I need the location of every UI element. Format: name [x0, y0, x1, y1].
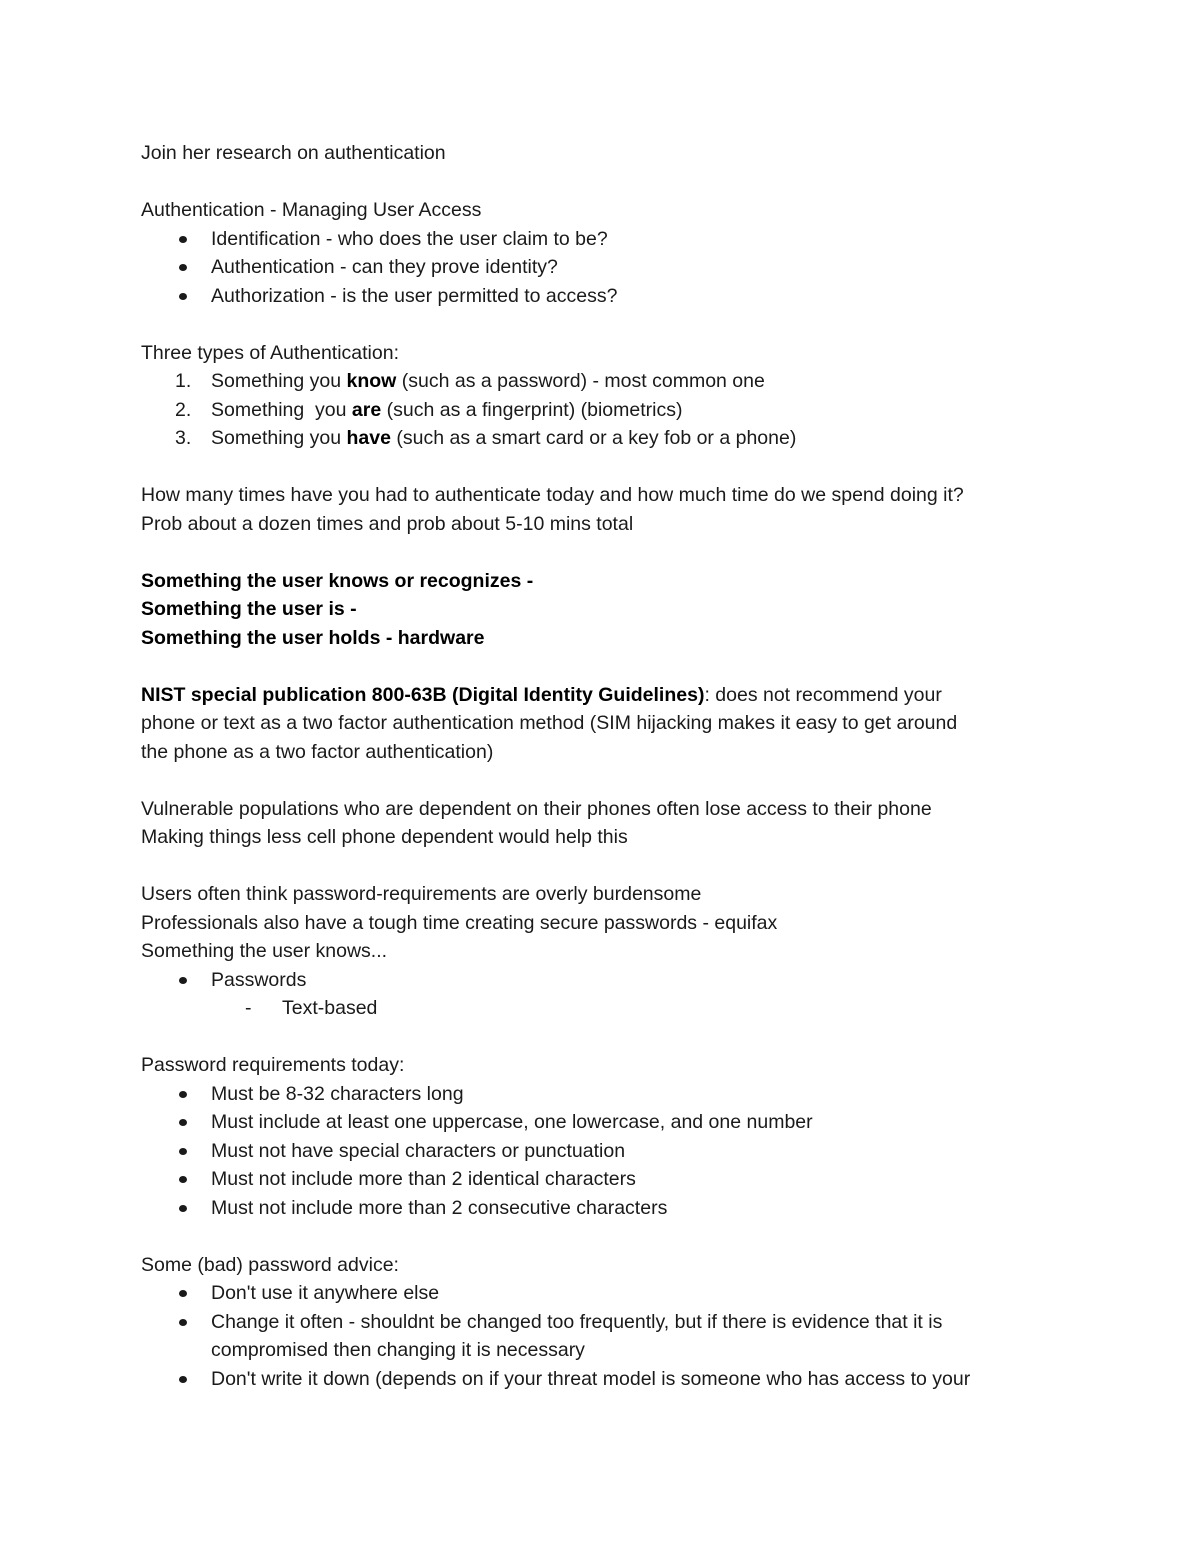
question-line: How many times have you had to authenticate today and how much time do we spend doing it? [141, 484, 964, 506]
list-item-text: Must include at least one uppercase, one lowercase, and one number [211, 1111, 813, 1133]
list-item-text-continued: compromised then changing it is necessary [211, 1339, 585, 1361]
list-item-text: Authentication - can they prove identity? [211, 256, 558, 278]
paragraph-line: Making things less cell phone dependent would help this [141, 826, 628, 848]
list-item-text: Passwords [211, 968, 307, 991]
list-number: 1. [175, 370, 192, 392]
sub-list-item [141, 994, 1081, 1023]
item-bold: have [346, 427, 391, 449]
list-item [141, 282, 1081, 311]
item-pre: Something you [211, 370, 347, 392]
list-item-text: Identification - who does the user claim to be? [211, 227, 608, 250]
list-item [141, 1279, 1081, 1308]
paragraph-line: Professionals also have a tough time creating secure passwords - equifax [141, 911, 778, 934]
bullet-icon [179, 293, 187, 300]
list-item [141, 966, 1081, 995]
list-item-text: Must be 8-32 characters long [211, 1082, 464, 1105]
nist-line [141, 681, 1081, 710]
list-item [141, 1108, 1081, 1137]
list-item [141, 1080, 1081, 1109]
list-item-text: Change it often - shouldnt be changed too frequently, but if there is evidence that it is [211, 1310, 943, 1333]
section-heading-three-types: Three types of Authentication: [141, 341, 399, 364]
paragraph-line: Users often think password-requirements are overly burdensome [141, 883, 702, 905]
dash-icon: - [245, 997, 252, 1019]
nist-title: NIST special publication 800-63B (Digital Identity Guidelines) [141, 683, 705, 706]
item-bold: know [346, 370, 397, 392]
paragraph-line: Something the user knows... [141, 940, 388, 962]
bold-line: Something the user is - [141, 598, 357, 620]
intro-line: Join her research on authentication [141, 142, 446, 164]
list-item-text: Must not have special characters or punctuation [211, 1139, 626, 1162]
answer-line: Prob about a dozen times and prob about 5-10 mins total [141, 512, 634, 535]
bullet-icon [179, 977, 187, 984]
list-item [141, 1194, 1081, 1223]
paragraph-line: Vulnerable populations who are dependent on their phones often lose access to their phone [141, 797, 932, 820]
nist-line: the phone as a two factor authentication) [141, 740, 494, 763]
item-pre: Something you [211, 427, 347, 449]
list-item-text: Must not include more than 2 consecutive characters [211, 1196, 668, 1219]
numbered-item [141, 396, 1081, 425]
bullet-icon [179, 1119, 187, 1126]
item-post: (such as a smart card or a key fob or a phone) [390, 427, 797, 449]
item-post: (such as a fingerprint) (biometrics) [381, 398, 683, 421]
list-item [141, 225, 1081, 254]
list-number: 2. [175, 398, 192, 421]
list-item [141, 1308, 1081, 1365]
item-post: (such as a password) - most common one [396, 370, 765, 392]
list-item-text: Don't write it down (depends on if your threat model is someone who has access to your [211, 1367, 971, 1390]
bullet-icon [179, 236, 187, 243]
section-heading-advice: Some (bad) password advice: [141, 1253, 399, 1276]
numbered-item [141, 367, 1081, 396]
document-page [141, 139, 1081, 1393]
bullet-icon [179, 1205, 187, 1212]
list-item [141, 253, 1081, 282]
numbered-item [141, 424, 1081, 453]
bullet-icon [179, 1376, 187, 1383]
sub-list-item-text: Text-based [282, 997, 378, 1019]
list-item-text: Authorization - is the user permitted to access? [211, 284, 618, 307]
list-item [141, 1165, 1081, 1194]
item-bold: are [351, 398, 382, 421]
bullet-icon [179, 264, 187, 271]
bold-line: Something the user knows or recognizes - [141, 569, 534, 592]
section-heading-requirements: Password requirements today: [141, 1054, 405, 1076]
bullet-icon [179, 1091, 187, 1098]
bullet-icon [179, 1319, 187, 1326]
item-pre: Something you [211, 398, 352, 421]
list-item [141, 1365, 1081, 1394]
bold-line: Something the user holds - hardware [141, 626, 485, 649]
bullet-icon [179, 1176, 187, 1183]
list-number: 3. [175, 427, 192, 449]
section-heading-managing-access: Authentication - Managing User Access [141, 199, 482, 221]
list-item-text: Don't use it anywhere else [211, 1282, 440, 1304]
nist-line: phone or text as a two factor authentication method (SIM hijacking makes it easy to get around [141, 712, 958, 734]
bullet-icon [179, 1148, 187, 1155]
list-item-text: Must not include more than 2 identical characters [211, 1168, 636, 1190]
list-item [141, 1137, 1081, 1166]
bullet-icon [179, 1290, 187, 1297]
nist-rest: : does not recommend your [704, 683, 942, 706]
